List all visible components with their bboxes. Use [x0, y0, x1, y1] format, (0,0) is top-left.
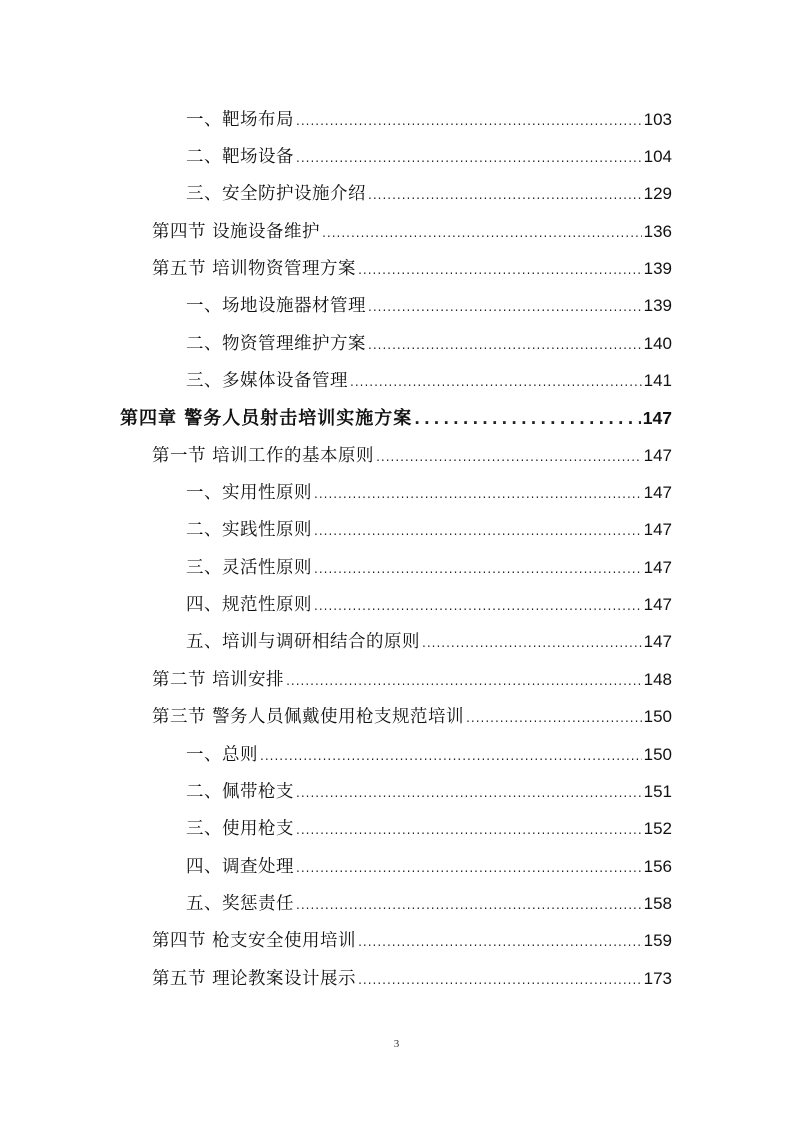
toc-entry-label: 四、规范性原则	[186, 595, 312, 615]
toc-entry-page: 148	[643, 670, 672, 689]
toc-leader-dots	[296, 823, 642, 837]
toc-entry[interactable]	[152, 703, 672, 728]
toc-entry[interactable]	[152, 927, 672, 952]
toc-leader-dots	[358, 935, 642, 949]
toc-leader-dots	[358, 263, 642, 277]
toc-entry-label: 一、实用性原则	[186, 483, 312, 503]
toc-entry[interactable]	[152, 965, 672, 990]
toc-entry-page: 150	[643, 707, 672, 726]
toc-entry-page: 147	[643, 632, 672, 651]
toc-entry[interactable]	[186, 330, 672, 355]
toc-entry[interactable]	[186, 815, 672, 840]
toc-leader-dots	[296, 786, 642, 800]
toc-entry-page: 147	[642, 408, 672, 428]
toc-entry[interactable]	[186, 106, 672, 131]
toc-entry-page: 140	[643, 334, 672, 353]
toc-leader-dots	[314, 562, 642, 576]
toc-entry[interactable]	[186, 554, 672, 579]
toc-entry-label: 一、靶场布局	[186, 110, 294, 130]
toc-entry-label: 二、佩带枪支	[186, 782, 294, 802]
toc-entry-label: 第三节 警务人员佩戴使用枪支规范培训	[152, 707, 465, 727]
toc-entry-label: 一、总则	[186, 745, 258, 765]
toc-entry[interactable]	[186, 180, 672, 205]
toc-entry[interactable]	[186, 143, 672, 168]
toc-entry-page: 156	[643, 857, 672, 876]
toc-entry[interactable]	[186, 591, 672, 616]
toc-entry-label: 三、多媒体设备管理	[186, 371, 348, 391]
toc-entry-label: 二、物资管理维护方案	[186, 334, 366, 354]
toc-leader-dots	[314, 487, 642, 501]
toc-entry-label: 第五节 培训物资管理方案	[152, 259, 357, 279]
toc-leader-dots	[368, 338, 642, 352]
toc-leader-dots	[296, 151, 642, 165]
toc-entry[interactable]	[186, 516, 672, 541]
toc-entry[interactable]	[152, 255, 672, 280]
toc-leader-dots	[296, 114, 642, 128]
toc-leader-dots	[314, 599, 642, 613]
toc-entry-page: 147	[643, 483, 672, 502]
toc-leader-dots	[296, 898, 642, 912]
toc-chapter-entry[interactable]	[120, 404, 672, 430]
toc-entry-page: 104	[643, 147, 672, 166]
toc-leader-dots	[376, 450, 642, 464]
toc-leader-dots	[260, 749, 642, 763]
toc-entry-label: 二、实践性原则	[186, 520, 312, 540]
toc-entry-page: 103	[643, 110, 672, 129]
toc-entry-label: 三、灵活性原则	[186, 558, 312, 578]
toc-entry[interactable]	[152, 218, 672, 243]
toc-entry-page: 158	[643, 894, 672, 913]
toc-entry-page: 150	[643, 745, 672, 764]
toc-entry-label: 二、靶场设备	[186, 147, 294, 167]
toc-entry-label: 三、安全防护设施介绍	[186, 184, 366, 204]
toc-entry[interactable]	[186, 741, 672, 766]
toc-entry-page: 173	[643, 969, 672, 988]
toc-entry-label: 一、场地设施器材管理	[186, 296, 366, 316]
toc-entry-label: 第四节 枪支安全使用培训	[152, 931, 357, 951]
toc-entry[interactable]	[186, 890, 672, 915]
toc-leader-dots	[314, 524, 642, 538]
toc-entry-page: 147	[643, 558, 672, 577]
toc-entry-page: 159	[643, 931, 672, 950]
toc-entry-page: 147	[643, 446, 672, 465]
toc-leader-dots	[350, 375, 642, 389]
toc-entry-page: 136	[643, 222, 672, 241]
toc-entry-page: 152	[643, 819, 672, 838]
toc-leader-dots	[358, 973, 642, 987]
toc-entry-page: 147	[643, 520, 672, 539]
toc-leader-dots	[296, 861, 642, 875]
toc-entry[interactable]	[186, 628, 672, 653]
toc-entry-page: 129	[643, 184, 672, 203]
toc-entry-page: 139	[643, 296, 672, 315]
toc-entry-page: 151	[643, 782, 672, 801]
toc-entry[interactable]	[186, 853, 672, 878]
toc-entry[interactable]	[152, 666, 672, 691]
toc-entry-label: 第四节 设施设备维护	[152, 222, 321, 242]
toc-entry-label: 第五节 理论教案设计展示	[152, 969, 357, 989]
toc-entry-page: 141	[643, 371, 672, 390]
toc-leader-dots	[322, 226, 642, 240]
toc-leader-dots	[368, 188, 642, 202]
toc-leader-dots	[414, 410, 641, 428]
toc-entry[interactable]	[186, 479, 672, 504]
toc-entry[interactable]	[152, 442, 672, 467]
toc-entry[interactable]	[186, 292, 672, 317]
toc-entry-page: 147	[643, 595, 672, 614]
toc-entry-label: 三、使用枪支	[186, 819, 294, 839]
toc-entry-label: 第二节 培训安排	[152, 670, 285, 690]
toc-entry-label: 五、奖惩责任	[186, 894, 294, 914]
toc-entry[interactable]	[186, 778, 672, 803]
toc-entry-label: 第一节 培训工作的基本原则	[152, 446, 375, 466]
toc-leader-dots	[368, 300, 642, 314]
toc-entry-label: 四、调查处理	[186, 857, 294, 877]
toc-entry[interactable]	[186, 367, 672, 392]
toc-leader-dots	[466, 711, 642, 725]
toc-entry-label: 五、培训与调研相结合的原则	[186, 632, 420, 652]
toc-entry-label: 第四章 警务人员射击培训实施方案	[120, 408, 413, 429]
toc-entry-page: 139	[643, 259, 672, 278]
toc-leader-dots	[286, 674, 642, 688]
toc-leader-dots	[422, 636, 642, 650]
page-number: 3	[393, 1038, 400, 1050]
